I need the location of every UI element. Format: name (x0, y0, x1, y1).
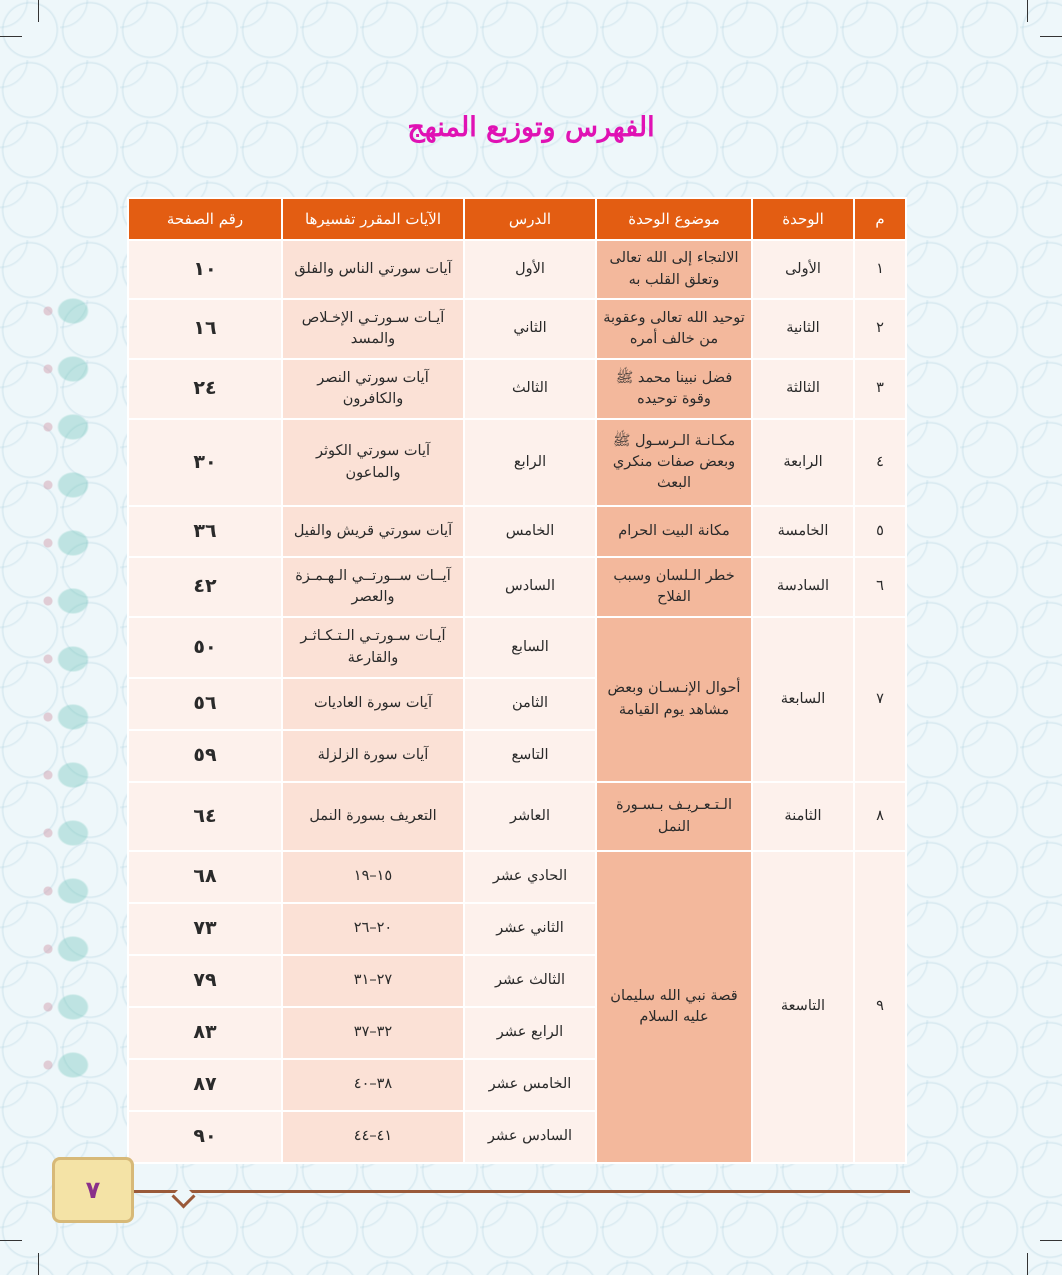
lesson-ayat: آيـات سـورتـي الإخـلاص والمسد (282, 299, 464, 359)
lesson-name: السادس عشر (464, 1111, 596, 1163)
page-title: الفهرس وتوزيع المنهج (407, 112, 655, 143)
decorative-border-strip (38, 282, 108, 1082)
lesson-ayat: التعريف بسورة النمل (282, 782, 464, 851)
header-num: م (854, 198, 906, 240)
lesson-name: الخامس (464, 506, 596, 557)
page-number-cell: ٨٣ (128, 1007, 282, 1059)
table-row (128, 617, 906, 678)
unit-number: ٧ (854, 617, 906, 782)
lesson-name: الثامن (464, 678, 596, 730)
curriculum-table (127, 197, 907, 1164)
crop-mark (1027, 1253, 1028, 1275)
unit-name: السادسة (752, 557, 854, 617)
header-unit: الوحدة (752, 198, 854, 240)
unit-name: الأولى (752, 240, 854, 299)
lesson-ayat: ٢٠–٢٦ (282, 903, 464, 955)
page-number-cell: ٥٦ (128, 678, 282, 730)
unit-topic: خطر الـلسان وسبب الفلاح (596, 557, 752, 617)
page-number-cell: ٨٧ (128, 1059, 282, 1111)
lesson-name: الرابع (464, 419, 596, 506)
crop-mark (38, 0, 39, 22)
lesson-ayat: آيـات سـورتـي الـتـكـاثـر والقارعة (282, 617, 464, 678)
page-number-cell: ١٠ (128, 240, 282, 299)
table-row (128, 359, 906, 419)
crop-mark (38, 1253, 39, 1275)
crop-mark (1027, 0, 1028, 22)
table-row (128, 299, 906, 359)
lesson-ayat: ٤١–٤٤ (282, 1111, 464, 1163)
unit-number: ٢ (854, 299, 906, 359)
lesson-ayat: ٣٨–٤٠ (282, 1059, 464, 1111)
page-number-cell: ٣٦ (128, 506, 282, 557)
unit-number: ٨ (854, 782, 906, 851)
lesson-ayat: آيات سورتي الكوثر والماعون (282, 419, 464, 506)
unit-name: السابعة (752, 617, 854, 782)
unit-name: التاسعة (752, 851, 854, 1163)
unit-number: ٦ (854, 557, 906, 617)
page-number-cell: ٦٤ (128, 782, 282, 851)
table-row (128, 506, 906, 557)
page-number-cell: ٢٤ (128, 359, 282, 419)
lesson-name: السابع (464, 617, 596, 678)
unit-topic: توحيد الله تعالى وعقوبة من خالف أمره (596, 299, 752, 359)
unit-topic: فضل نبينا محمد ﷺ وقوة توحيده (596, 359, 752, 419)
lesson-name: الأول (464, 240, 596, 299)
lesson-name: الرابع عشر (464, 1007, 596, 1059)
lesson-ayat: آيات سورتي قريش والفيل (282, 506, 464, 557)
crop-mark (1040, 36, 1062, 37)
page-number-cell: ٦٨ (128, 851, 282, 903)
crop-mark (1040, 1240, 1062, 1241)
unit-topic: الالتجاء إلى الله تعالى وتعلق القلب به (596, 240, 752, 299)
unit-topic: أحوال الإنـسـان وبعض مشاهد يوم القيامة (596, 617, 752, 782)
unit-number: ٥ (854, 506, 906, 557)
unit-name: الرابعة (752, 419, 854, 506)
lesson-name: التاسع (464, 730, 596, 782)
page-number-cell: ٧٣ (128, 903, 282, 955)
lesson-name: الثاني عشر (464, 903, 596, 955)
table-row (128, 419, 906, 506)
lesson-name: الثاني (464, 299, 596, 359)
unit-topic: قصة نبي الله سليمان عليه السلام (596, 851, 752, 1163)
lesson-ayat: ٣٢–٣٧ (282, 1007, 464, 1059)
lesson-ayat: آيــات ســورتــي الـهـمـزة والعصر (282, 557, 464, 617)
header-ayat: الآيات المقرر تفسيرها (282, 198, 464, 240)
page-number-badge (52, 1157, 134, 1223)
unit-topic: مكـانـة الـرسـول ﷺ وبعض صفات منكري البعث (596, 419, 752, 506)
unit-topic: الـتـعـريـف بـسـورة النمل (596, 782, 752, 851)
unit-topic: مكانة البيت الحرام (596, 506, 752, 557)
crop-mark (0, 1240, 22, 1241)
unit-number: ٩ (854, 851, 906, 1163)
lesson-name: العاشر (464, 782, 596, 851)
page-number-cell: ٥٩ (128, 730, 282, 782)
lesson-name: الحادي عشر (464, 851, 596, 903)
page-number: ٧ (85, 1176, 101, 1204)
table-row (128, 851, 906, 903)
page-number-cell: ٣٠ (128, 419, 282, 506)
unit-number: ٤ (854, 419, 906, 506)
lesson-ayat: آيات سورة الزلزلة (282, 730, 464, 782)
lesson-ayat: ١٥–١٩ (282, 851, 464, 903)
lesson-name: الخامس عشر (464, 1059, 596, 1111)
unit-name: الثالثة (752, 359, 854, 419)
footer-divider (130, 1190, 910, 1193)
header-lesson: الدرس (464, 198, 596, 240)
table-row (128, 782, 906, 851)
lesson-ayat: آيات سورتي الناس والفلق (282, 240, 464, 299)
page-number-cell: ٩٠ (128, 1111, 282, 1163)
page-number-cell: ٧٩ (128, 955, 282, 1007)
crop-mark (0, 36, 22, 37)
page-number-cell: ١٦ (128, 299, 282, 359)
unit-number: ٣ (854, 359, 906, 419)
header-topic: موضوع الوحدة (596, 198, 752, 240)
page-number-cell: ٥٠ (128, 617, 282, 678)
lesson-name: الثالث عشر (464, 955, 596, 1007)
unit-name: الخامسة (752, 506, 854, 557)
lesson-ayat: آيات سورتي النصر والكافرون (282, 359, 464, 419)
table-header-row (128, 198, 906, 240)
header-page: رقم الصفحة (128, 198, 282, 240)
unit-number: ١ (854, 240, 906, 299)
lesson-name: السادس (464, 557, 596, 617)
lesson-ayat: ٢٧–٣١ (282, 955, 464, 1007)
page-number-cell: ٤٢ (128, 557, 282, 617)
table-row (128, 557, 906, 617)
table-row (128, 240, 906, 299)
lesson-name: الثالث (464, 359, 596, 419)
unit-name: الثامنة (752, 782, 854, 851)
lesson-ayat: آيات سورة العاديات (282, 678, 464, 730)
unit-name: الثانية (752, 299, 854, 359)
